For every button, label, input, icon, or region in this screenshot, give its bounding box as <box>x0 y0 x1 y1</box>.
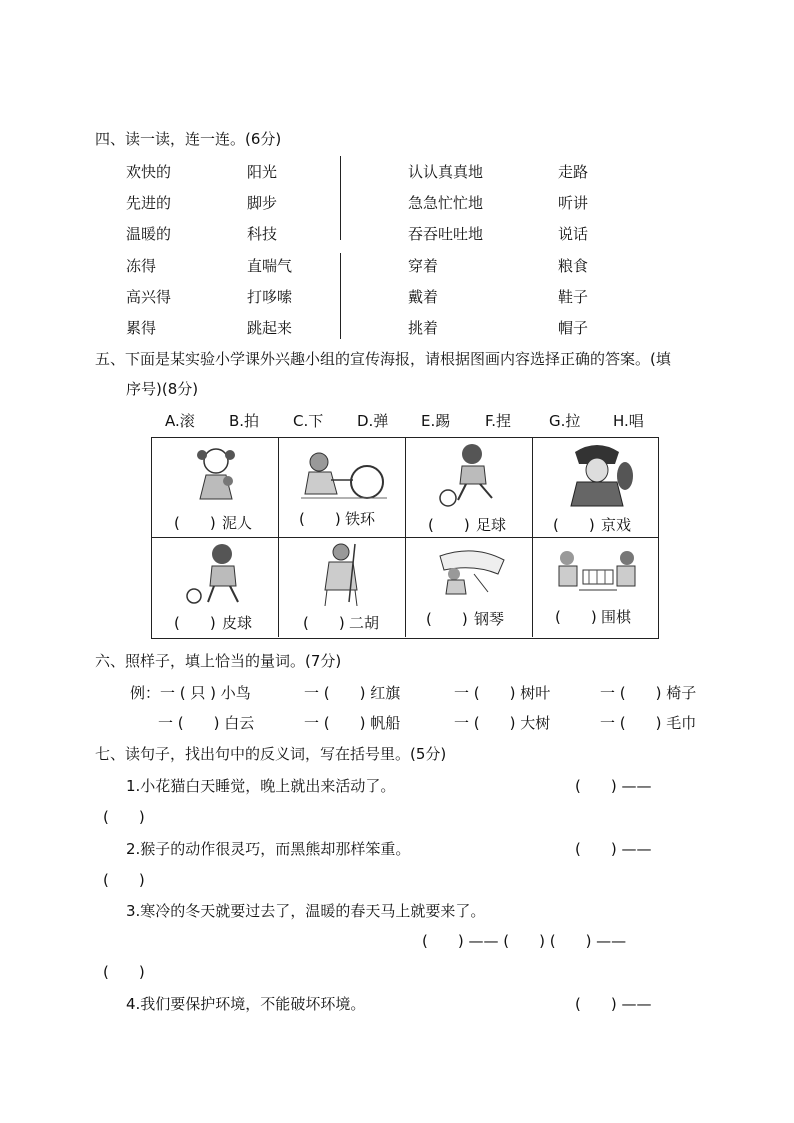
option: C.下 <box>293 412 324 430</box>
cell-word: 围棋 <box>601 608 632 626</box>
answer-blank[interactable]: ( ) <box>555 608 597 626</box>
sentence-4: 4.我们要保护环境，不能破坏环境。 <box>126 995 366 1013</box>
cell-word: 铁环 <box>345 510 376 528</box>
word[interactable]: 听讲 <box>558 194 589 212</box>
word[interactable]: 阳光 <box>247 163 278 181</box>
word[interactable]: 直喘气 <box>247 257 293 275</box>
word[interactable]: 鞋子 <box>558 288 589 306</box>
piano-player-icon <box>434 544 510 600</box>
word[interactable]: 挑着 <box>408 319 439 337</box>
cell-word: 京戏 <box>601 516 632 534</box>
measure-item[interactable]: 一 ( ) 白云 <box>158 714 255 732</box>
word[interactable]: 累得 <box>126 319 157 337</box>
poster-cell <box>279 538 406 637</box>
antonym-blank[interactable]: ( ) <box>103 808 145 826</box>
word[interactable]: 帽子 <box>558 319 589 337</box>
word[interactable]: 戴着 <box>408 288 439 306</box>
ball-bounce-icon <box>184 542 254 608</box>
poster-cell <box>406 438 533 538</box>
word[interactable]: 认认真真地 <box>408 163 484 181</box>
antonym-blank[interactable]: ( ) —— <box>575 840 652 858</box>
option: H.唱 <box>613 412 644 430</box>
antonym-blank[interactable]: ( ) <box>103 963 145 981</box>
section4-title: 四、读一读，连一连。(6分) <box>95 130 282 148</box>
measure-item-example: 例：一 ( 只 ) 小鸟 <box>130 684 251 702</box>
word[interactable]: 高兴得 <box>126 288 172 306</box>
poster-cell <box>152 538 279 637</box>
word[interactable]: 走路 <box>558 163 589 181</box>
divider <box>340 253 341 339</box>
antonym-blank[interactable]: ( ) —— <box>575 777 652 795</box>
word[interactable]: 欢快的 <box>126 163 172 181</box>
poster-cell <box>152 438 279 538</box>
sentence-2: 2.猴子的动作很灵巧，而黑熊却那样笨重。 <box>126 840 411 858</box>
poster-cell <box>533 438 658 538</box>
answer-blank[interactable]: ( ) <box>303 614 345 632</box>
measure-item[interactable]: 一 ( ) 椅子 <box>600 684 697 702</box>
antonym-blank[interactable]: ( ) —— <box>575 995 652 1013</box>
divider <box>340 156 341 240</box>
word[interactable]: 急急忙忙地 <box>408 194 484 212</box>
answer-blank[interactable]: ( ) <box>426 610 468 628</box>
cell-word: 钢琴 <box>474 610 505 628</box>
word[interactable]: 脚步 <box>247 194 278 212</box>
antonym-blank[interactable]: ( ) <box>103 871 145 889</box>
antonym-blanks[interactable]: ( ) —— ( ) ( ) —— <box>422 932 627 950</box>
option: G.拉 <box>549 412 581 430</box>
measure-item[interactable]: 一 ( ) 红旗 <box>304 684 401 702</box>
word[interactable]: 冻得 <box>126 257 157 275</box>
section7-title: 七、读句子，找出句中的反义词，写在括号里。(5分) <box>95 745 447 763</box>
answer-blank[interactable]: ( ) <box>299 510 341 528</box>
word[interactable]: 跳起来 <box>247 319 293 337</box>
cell-word: 二胡 <box>349 614 380 632</box>
option: F.捏 <box>485 412 511 430</box>
option: D.弹 <box>357 412 389 430</box>
word[interactable]: 说话 <box>558 225 589 243</box>
cell-word: 足球 <box>476 516 507 534</box>
option: E.踢 <box>421 412 451 430</box>
sentence-1: 1.小花猫白天睡觉，晚上就出来活动了。 <box>126 777 396 795</box>
word[interactable]: 粮食 <box>558 257 589 275</box>
answer-blank[interactable]: ( ) <box>428 516 470 534</box>
word[interactable]: 穿着 <box>408 257 439 275</box>
go-players-icon <box>555 544 639 598</box>
option: B.拍 <box>229 412 260 430</box>
section5-title-cont: 序号)(8分) <box>126 380 199 398</box>
girl-clay-icon <box>188 443 248 509</box>
word[interactable]: 吞吞吐吐地 <box>408 225 484 243</box>
word[interactable]: 先进的 <box>126 194 172 212</box>
measure-item[interactable]: 一 ( ) 树叶 <box>454 684 551 702</box>
cell-word: 泥人 <box>222 514 253 532</box>
hoop-rolling-icon <box>301 446 391 510</box>
sentence-3: 3.寒冷的冬天就要过去了，温暖的春天马上就要来了。 <box>126 902 486 920</box>
cell-word: 皮球 <box>222 614 253 632</box>
answer-blank[interactable]: ( ) <box>174 514 216 532</box>
answer-blank[interactable]: ( ) <box>174 614 216 632</box>
section6-title: 六、照样子，填上恰当的量词。(7分) <box>95 652 342 670</box>
measure-item[interactable]: 一 ( ) 毛巾 <box>600 714 697 732</box>
section5-title: 五、下面是某实验小学课外兴趣小组的宣传海报，请根据图画内容选择正确的答案。(填 <box>95 350 671 368</box>
erhu-player-icon <box>319 540 369 608</box>
word[interactable]: 打哆嗦 <box>247 288 293 306</box>
word[interactable]: 温暖的 <box>126 225 172 243</box>
poster-table <box>151 437 659 639</box>
word[interactable]: 科技 <box>247 225 278 243</box>
answer-blank[interactable]: ( ) <box>553 516 595 534</box>
poster-cell <box>406 538 533 637</box>
poster-cell <box>279 438 406 538</box>
measure-item[interactable]: 一 ( ) 大树 <box>454 714 551 732</box>
football-kick-icon <box>436 442 506 508</box>
opera-performer-icon <box>561 442 633 508</box>
measure-item[interactable]: 一 ( ) 帆船 <box>304 714 401 732</box>
option: A.滚 <box>165 412 195 430</box>
poster-cell <box>533 538 658 637</box>
